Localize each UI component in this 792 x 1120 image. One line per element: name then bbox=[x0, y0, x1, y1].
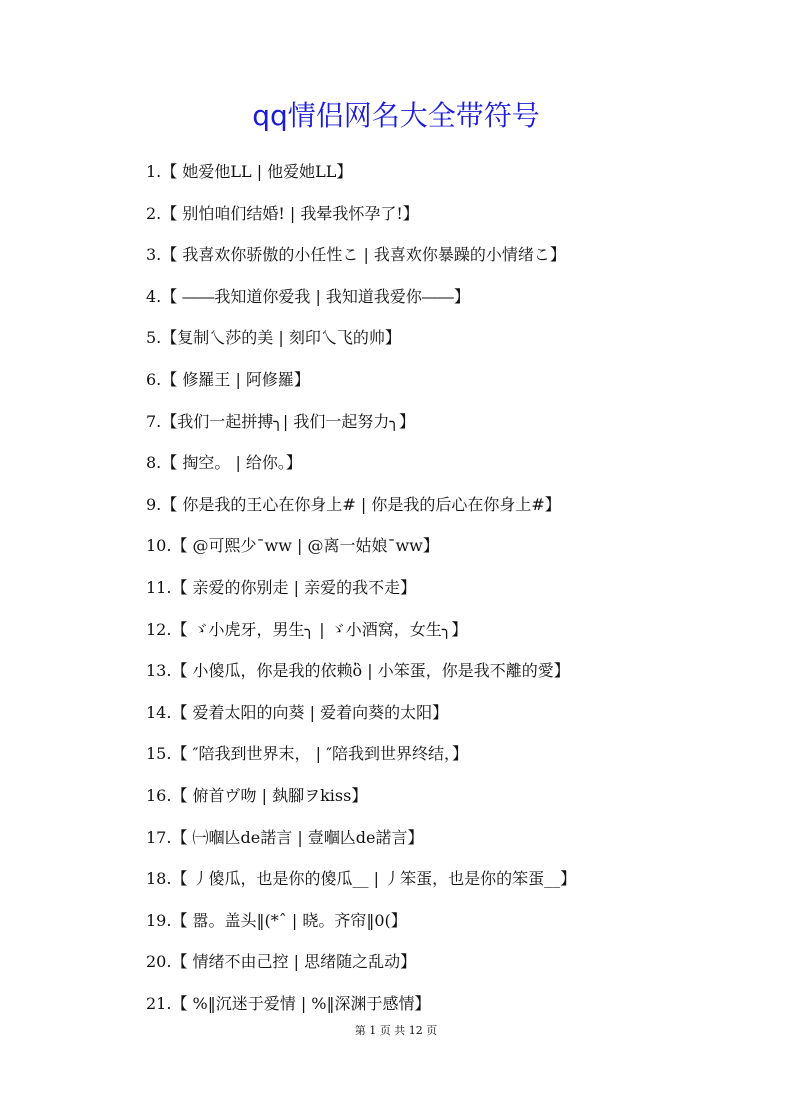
list-item: 19.【 嚣。盖头‖(*ˆ | 晓。齐帘‖0(】 bbox=[146, 910, 407, 930]
list-item: 8.【 掏空。 | 给你。】 bbox=[146, 453, 302, 473]
list-item: 9.【 你是我的王心在你身上# | 你是我的后心在你身上#】 bbox=[146, 494, 561, 514]
list-item: 17.【 ㈠嗰亾de諾言 | 壹嗰亾de諾言】 bbox=[146, 827, 424, 847]
list-item: 20.【 情绪不由己控 | 思绪随之乱动】 bbox=[146, 952, 417, 972]
nickname-list bbox=[146, 157, 706, 1030]
page-footer: 第 1 页 共 12 页 bbox=[354, 1024, 438, 1037]
list-item: 16.【 俯首ヴ吻 | 埶腳ヲkiss】 bbox=[146, 785, 368, 805]
list-item: 2.【 别怕咱们结婚! | 我晕我怀孕了!】 bbox=[146, 203, 419, 223]
list-item: 5.【复制乀莎的美 | 刻印乀飞的帅】 bbox=[146, 328, 401, 348]
list-item: 21.【 %‖沉迷于爱情 | %‖深渊于感情】 bbox=[146, 993, 431, 1013]
list-item: 11.【 亲爱的你别走 | 亲爱的我不走】 bbox=[146, 577, 417, 597]
list-item: 13.【 小傻瓜，你是我的依赖ὃ | 小笨蛋，你是我不離的愛】 bbox=[146, 661, 570, 681]
document-title: qq情侣网名大全带符号 bbox=[252, 99, 540, 132]
list-item: 4.【 ――我知道你爱我 | 我知道我爱你――】 bbox=[146, 286, 470, 306]
list-item: 7.【我们一起拼搏╮| 我们一起努力╮】 bbox=[146, 411, 416, 431]
list-item: 3.【 我喜欢你骄傲的小任性こ | 我喜欢你暴躁的小情绪こ】 bbox=[146, 245, 566, 265]
list-item: 6.【 修羅王 | 阿修羅】 bbox=[146, 369, 310, 389]
list-item: 12.【 ゞ小虎牙，男生╮ | ゞ小酒窝，女生╮】 bbox=[146, 619, 468, 639]
list-item: 15.【 ″陪我到世界末， | ″陪我到世界终结，】 bbox=[146, 744, 469, 764]
list-item: 1.【 她爱他LL | 他爱她LL】 bbox=[146, 162, 353, 181]
list-item: 14.【 爱着太阳的向葵 | 爱着向葵的太阳】 bbox=[146, 702, 449, 722]
list-item: 10.【 @可熙少¯ww | @离一姑娘¯ww】 bbox=[146, 536, 439, 556]
list-item: 18.【 丿傻瓜，也是你的傻瓜__ | 丿笨蛋，也是你的笨蛋__】 bbox=[146, 869, 577, 889]
